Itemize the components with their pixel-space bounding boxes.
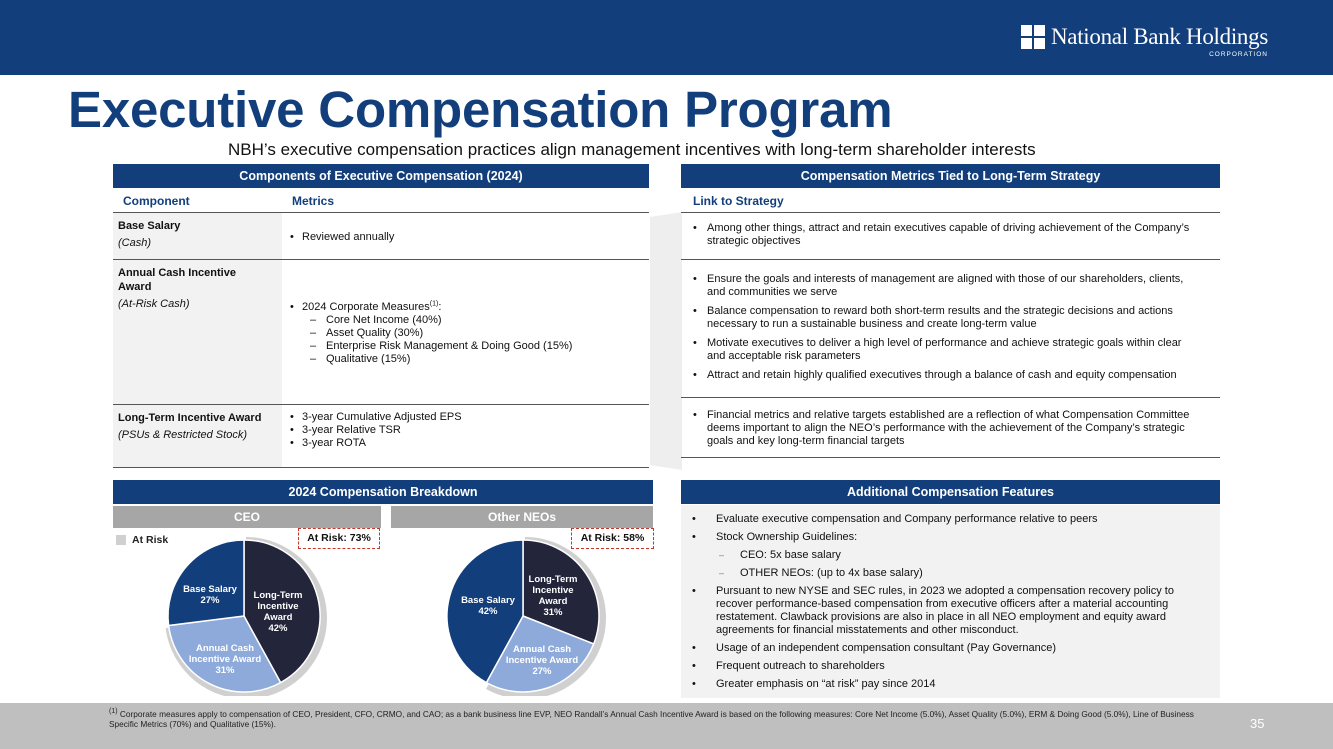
page-subtitle: NBH’s executive compensation practices align management incentives with long-term shareholder interests (228, 140, 1036, 159)
divider (113, 467, 649, 468)
breakdown-header: 2024 Compensation Breakdown (113, 480, 653, 504)
page-title: Executive Compensation Program (68, 81, 893, 138)
features-list: • Evaluate executive compensation and Company performance relative to peers • Stock Ownership Guidelines: – CEO: 5x base salary – OTHER NEOs: (up to 4x base salary) • Pursuant to new NYSE and SEC rules, in 2023 we adopted a compensation recovery policy to recover performance-based compensation from executive officers after a material accounting restatement. Clawback provisions are also in place in all NEO employment and equity award agreements for financial misstatements and other misconduct. • Usage of an independent compensation consultant (Pay Governance) • Frequent outreach to shareholders • Greater emphasis on “at risk” pay since 2014 (690, 513, 1210, 696)
divider (681, 397, 1220, 398)
company-logo (1021, 24, 1268, 60)
neo-subheader: Other NEOs (391, 506, 653, 528)
col-component: Component (123, 194, 190, 208)
at-risk-legend: At Risk (116, 534, 168, 546)
col-metrics: Metrics (292, 194, 335, 208)
neo-label-long-term: Long-Term Incentive Award 31% (528, 574, 578, 618)
component-annual-cash: Annual Cash Incentive Award (At-Risk Cash) (113, 260, 282, 404)
logo-squares-icon (1021, 25, 1045, 49)
divider (681, 259, 1220, 260)
divider (681, 457, 1220, 458)
components-header: Components of Executive Compensation (2024) (113, 164, 649, 188)
connector-wedge (650, 212, 682, 470)
strategy-group-3: • Financial metrics and relative targets established are a reflection of what Compensation Committee deems important to align the NEO’s performance with the achievement of the Company’s strategic goals and key long-term financial targets (692, 409, 1202, 454)
legend-swatch (116, 535, 126, 545)
logo-name: National Bank Holdings (1051, 24, 1268, 49)
ceo-subheader: CEO (113, 506, 381, 528)
strategy-group-2: • Ensure the goals and interests of management are aligned with those of our shareholders, clients, and communities we serve • Balance compensation to reward both short-term results and the strategic decisions and actions necessary to run a sustainable business and create long-term value • Motivate executives to deliver a high level of performance and achieve strategic goals within clear and acceptable risk parameters • Attract and retain highly qualified executives through a balance of cash and equity compensation (692, 273, 1202, 388)
page-number: 35 (1250, 716, 1265, 731)
component-base-salary: Base Salary (Cash) (113, 213, 282, 259)
col-link-to-strategy: Link to Strategy (693, 194, 784, 208)
component-long-term: Long-Term Incentive Award (PSUs & Restricted Stock) (113, 405, 282, 467)
metrics-long-term: • 3-year Cumulative Adjusted EPS • 3-year Relative TSR • 3-year ROTA (288, 411, 638, 450)
features-header: Additional Compensation Features (681, 480, 1220, 504)
metrics-annual-cash: • 2024 Corporate Measures$^{(1)}$: – Core Net Income (40%) – Asset Quality (30%) – Enterprise Risk Management & Doing Good (15%) – Qualitative (15%) (288, 301, 638, 366)
metrics-base-salary: • Reviewed annually (288, 231, 638, 244)
pie-slice-base-salary (168, 540, 244, 626)
strategy-group-1: • Among other things, attract and retain executives capable of driving achievement of the Company’s strategic objectives (692, 222, 1202, 254)
neo-at-risk-badge: At Risk: 58% (571, 528, 654, 549)
ceo-label-long-term: Long-Term Incentive Award 42% (253, 590, 303, 634)
divider (681, 212, 1220, 213)
ceo-label-annual-cash: Annual Cash Incentive Award 31% (188, 643, 262, 676)
ceo-at-risk-badge: At Risk: 73% (298, 528, 380, 549)
footnote: $^{(1)}$ Corporate measures apply to compensation of CEO, President, CFO, CRMO, and CAO; as a bank business line EVP, NEO Randall’s Annual Cash Incentive Award is based on the following measures: Core Net Income (5.0%), Asset Quality (5.0%), ERM & Doing Good (5.0%), Line of Business Specific Metrics (70%) and Qualitative (15%). (109, 708, 1194, 729)
logo-subtitle: CORPORATION (1209, 51, 1268, 58)
ceo-label-base-salary: Base Salary 27% (183, 584, 237, 606)
metrics-header: Compensation Metrics Tied to Long-Term Strategy (681, 164, 1220, 188)
neo-label-base-salary: Base Salary 42% (461, 595, 515, 617)
neo-label-annual-cash: Annual Cash Incentive Award 27% (505, 644, 579, 677)
